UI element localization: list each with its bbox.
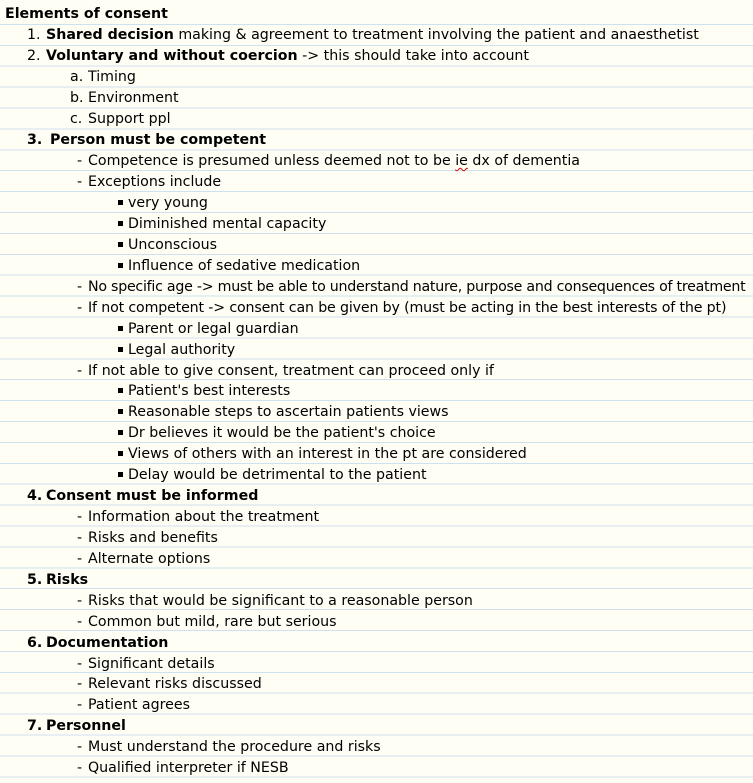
dash-text: Qualified interpreter if NESB: [88, 760, 289, 776]
item-heading: Risks: [46, 572, 89, 588]
dash-item: [77, 298, 726, 319]
bullet-item: [118, 193, 208, 214]
sub-item: [70, 109, 171, 130]
bullet-item: [118, 444, 527, 465]
item-voluntary: [27, 46, 529, 67]
dash-text: dx of dementia: [467, 153, 580, 169]
dash-item: [77, 361, 494, 382]
dash-item: [77, 549, 210, 570]
dash-marker: -: [77, 676, 83, 692]
bullet-item: [118, 423, 436, 444]
square-bullet-icon: [118, 409, 123, 414]
sub-item-letter: b.: [70, 90, 84, 106]
dash-item: [77, 758, 289, 779]
dash-marker: -: [77, 153, 83, 169]
bullet-item: [118, 465, 427, 486]
sub-item-text: Environment: [88, 90, 179, 106]
dash-text: No specific age -> must be able to understand nature, purpose and consequences of treatment: [88, 279, 746, 295]
square-bullet-icon: [118, 326, 123, 331]
dash-marker: -: [77, 656, 83, 672]
dash-marker: -: [77, 279, 82, 295]
dash-marker: -: [77, 530, 83, 546]
dash-marker: -: [77, 760, 83, 776]
square-bullet-icon: [118, 221, 123, 226]
dash-marker: -: [77, 739, 83, 755]
dash-item: [77, 612, 337, 633]
item-number: 7.: [27, 718, 43, 734]
square-bullet-icon: [118, 430, 123, 435]
sub-item-letter: a.: [70, 69, 84, 85]
square-bullet-icon: [118, 347, 123, 352]
item-competent: [27, 130, 266, 151]
dash-text: If not competent -> consent can be given by (must be acting in the best interests of the pt): [88, 300, 727, 316]
dash-marker: -: [77, 697, 83, 713]
item-number: 3.: [27, 132, 43, 148]
item-heading: Voluntary and without coercion: [46, 48, 298, 64]
bullet-text: Patient's best interests: [128, 383, 291, 399]
square-bullet-icon: [118, 263, 123, 268]
dash-marker: -: [77, 174, 83, 190]
item-number: 1.: [27, 27, 41, 43]
item-heading: Person must be competent: [50, 132, 267, 148]
item-shared-decision: [27, 25, 699, 46]
square-bullet-icon: [118, 451, 123, 456]
item-personnel: [27, 716, 126, 737]
dash-item: [77, 172, 221, 193]
sub-item: [70, 88, 179, 109]
item-heading: Personnel: [46, 718, 126, 734]
dash-item: [77, 654, 215, 675]
sub-item-text: Timing: [88, 69, 136, 85]
item-text: -> this should take into account: [297, 48, 529, 64]
bullet-item: [118, 214, 326, 235]
item-number: 4.: [27, 488, 43, 504]
square-bullet-icon: [118, 388, 123, 393]
dash-item: [77, 528, 218, 549]
page-title: Elements of consent: [5, 6, 168, 22]
spelling-flag: ie: [455, 153, 468, 169]
item-risks: [27, 570, 88, 591]
dash-text: Relevant risks discussed: [88, 676, 262, 692]
dash-item: [77, 737, 381, 758]
sub-item-text: Support ppl: [88, 111, 171, 127]
dash-item: [77, 277, 745, 298]
dash-marker: -: [77, 509, 83, 525]
item-informed: [27, 486, 258, 507]
sub-item-letter: c.: [70, 111, 83, 127]
bullet-text: Reasonable steps to ascertain patients views: [128, 404, 449, 420]
bullet-text: Diminished mental capacity: [128, 216, 327, 232]
square-bullet-icon: [118, 200, 123, 205]
item-number: 5.: [27, 572, 43, 588]
bullet-item: [118, 381, 290, 402]
bullet-item: [118, 340, 235, 361]
bullet-text: Unconscious: [128, 237, 218, 253]
bullet-item: [118, 319, 299, 340]
dash-marker: -: [77, 300, 82, 316]
item-heading: Documentation: [46, 635, 169, 651]
dash-text: Competence is presumed unless deemed not to be: [88, 153, 456, 169]
square-bullet-icon: [118, 472, 123, 477]
dash-item: [77, 674, 262, 695]
bullet-item: [118, 235, 217, 256]
dash-text: Patient agrees: [88, 697, 190, 713]
dash-text: Common but mild, rare but serious: [88, 614, 337, 630]
bullet-text: Dr believes it would be the patient's choice: [128, 425, 436, 441]
item-number: 6.: [27, 635, 43, 651]
square-bullet-icon: [118, 242, 123, 247]
dash-item: [77, 507, 319, 528]
dash-text: Must understand the procedure and risks: [88, 739, 381, 755]
dash-text: Exceptions include: [88, 174, 222, 190]
dash-marker: -: [77, 614, 83, 630]
item-heading: Shared decision: [46, 27, 174, 43]
bullet-text: Influence of sedative medication: [128, 258, 361, 274]
item-number: 2.: [27, 48, 41, 64]
dash-text: Information about the treatment: [88, 509, 320, 525]
bullet-item: [118, 256, 360, 277]
bullet-item: [118, 402, 449, 423]
dash-marker: -: [77, 593, 83, 609]
dash-text: Risks that would be significant to a reasonable person: [88, 593, 473, 609]
item-text: making & agreement to treatment involving the patient and anaesthetist: [173, 27, 699, 43]
item-documentation: [27, 633, 168, 654]
bullet-text: Views of others with an interest in the pt are considered: [128, 446, 527, 462]
dash-marker: -: [77, 551, 83, 567]
dash-item: [77, 151, 580, 172]
bullet-text: Parent or legal guardian: [128, 321, 299, 337]
bullet-text: very young: [128, 195, 208, 211]
sub-item: [70, 67, 136, 88]
dash-text: If not able to give consent, treatment can proceed only if: [88, 363, 494, 379]
dash-text: Alternate options: [88, 551, 211, 567]
dash-item: [77, 591, 473, 612]
dash-marker: -: [77, 363, 83, 379]
dash-text: Significant details: [88, 656, 215, 672]
bullet-text: Legal authority: [128, 342, 236, 358]
dash-text: Risks and benefits: [88, 530, 218, 546]
bullet-text: Delay would be detrimental to the patient: [128, 467, 427, 483]
item-heading: Consent must be informed: [46, 488, 259, 504]
dash-item: [77, 695, 190, 716]
